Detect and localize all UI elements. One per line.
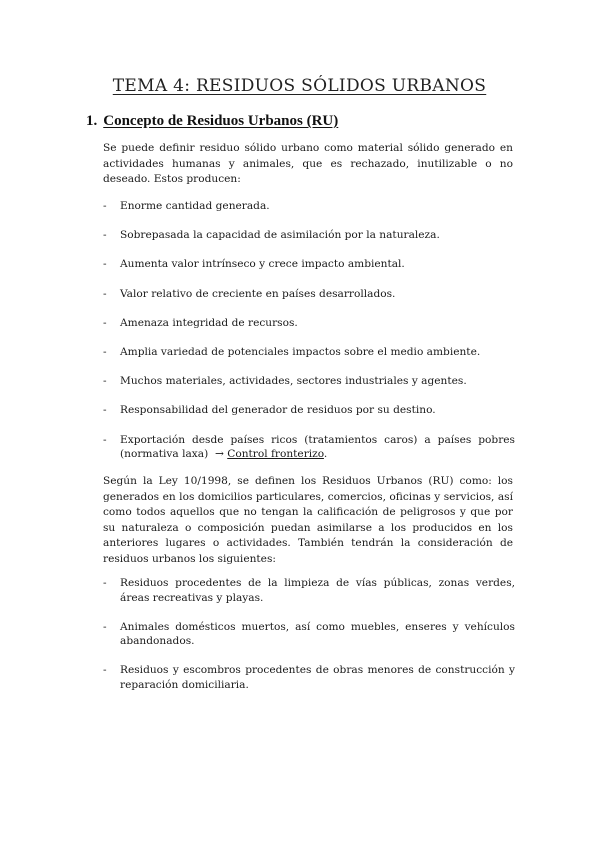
list-item-text: Residuos y escombros procedentes de obras menores de construcción y reparación domiciliaria. [120, 664, 515, 691]
bullet-dash: - [103, 664, 107, 676]
list-item [103, 257, 515, 272]
bullet-dash: - [103, 345, 107, 358]
bullet-list-urban-waste [103, 576, 515, 707]
list-item [103, 228, 515, 243]
list-item [103, 576, 515, 605]
intro-paragraph: Se puede definir residuo sólido urbano como material sólido generado en actividades humanas y animales, que es rechazado, inutilizable o no deseado. Estos producen: [103, 142, 513, 185]
list-item-export [103, 433, 515, 462]
bullet-dash: - [103, 577, 107, 589]
list-item-text: Responsabilidad del generador de residuos por su destino. [120, 404, 436, 417]
list-item-text: Animales domésticos muertos, así como muebles, enseres y vehículos abandonados. [120, 620, 515, 647]
bullet-dash: - [103, 229, 107, 242]
list-item-text: Valor relativo de creciente en países desarrollados. [120, 287, 396, 300]
list-item-text: Enorme cantidad generada. [120, 200, 270, 212]
section-number: 1. [86, 113, 98, 129]
export-text: Exportación desde países ricos (tratamientos caros) a países pobres (normativa laxa) [120, 433, 515, 460]
list-item-text: Aumenta valor intrínseco y crece impacto ambiental. [120, 258, 405, 271]
section-heading [86, 113, 338, 130]
list-item-text: Amenaza integridad de recursos. [120, 316, 298, 329]
bullet-dash: - [103, 316, 107, 329]
list-item [103, 663, 515, 692]
bullet-dash: - [103, 258, 107, 271]
list-item [103, 287, 515, 302]
list-item-text: Sobrepasada la capacidad de asimilación por la naturaleza. [120, 229, 440, 242]
list-item [103, 620, 515, 649]
bullet-dash: - [103, 287, 107, 300]
list-item [103, 199, 515, 214]
arrow-icon: → [214, 448, 224, 460]
list-item [103, 345, 515, 360]
list-item [103, 403, 515, 418]
bullet-list-effects [103, 199, 515, 476]
section-heading-text: Concepto de Residuos Urbanos (RU) [103, 113, 339, 129]
list-item-text: Residuos procedentes de la limpieza de vías públicas, zonas verdes, áreas recreativas y playas. [120, 577, 515, 604]
bullet-dash: - [103, 620, 107, 633]
law-paragraph: Según la Ley 10/1998, se definen los Residuos Urbanos (RU) como: los generados en los domicilios particulares, comercios, oficinas y servicios, así como todos aquellos que no tengan la calificación de peligrosos y que por su naturaleza o composición puedan asimilarse a los producidos en los anteriores lugares o actividades. También tendrán la consideración de residuos urbanos los siguientes: [103, 475, 513, 565]
list-item [103, 374, 515, 389]
list-item-text: Amplia variedad de potenciales impactos sobre el medio ambiente. [120, 345, 481, 358]
list-item-text: Muchos materiales, actividades, sectores industriales y agentes. [120, 375, 467, 388]
document-title: TEMA 4: RESIDUOS SÓLIDOS URBANOS [112, 76, 487, 96]
list-item [103, 316, 515, 331]
bullet-dash: - [103, 404, 107, 417]
export-end: . [323, 448, 328, 460]
bullet-dash: - [103, 375, 107, 388]
bullet-dash: - [103, 200, 107, 212]
bullet-dash: - [103, 433, 107, 446]
control-fronterizo-text: Control fronterizo [227, 448, 324, 460]
